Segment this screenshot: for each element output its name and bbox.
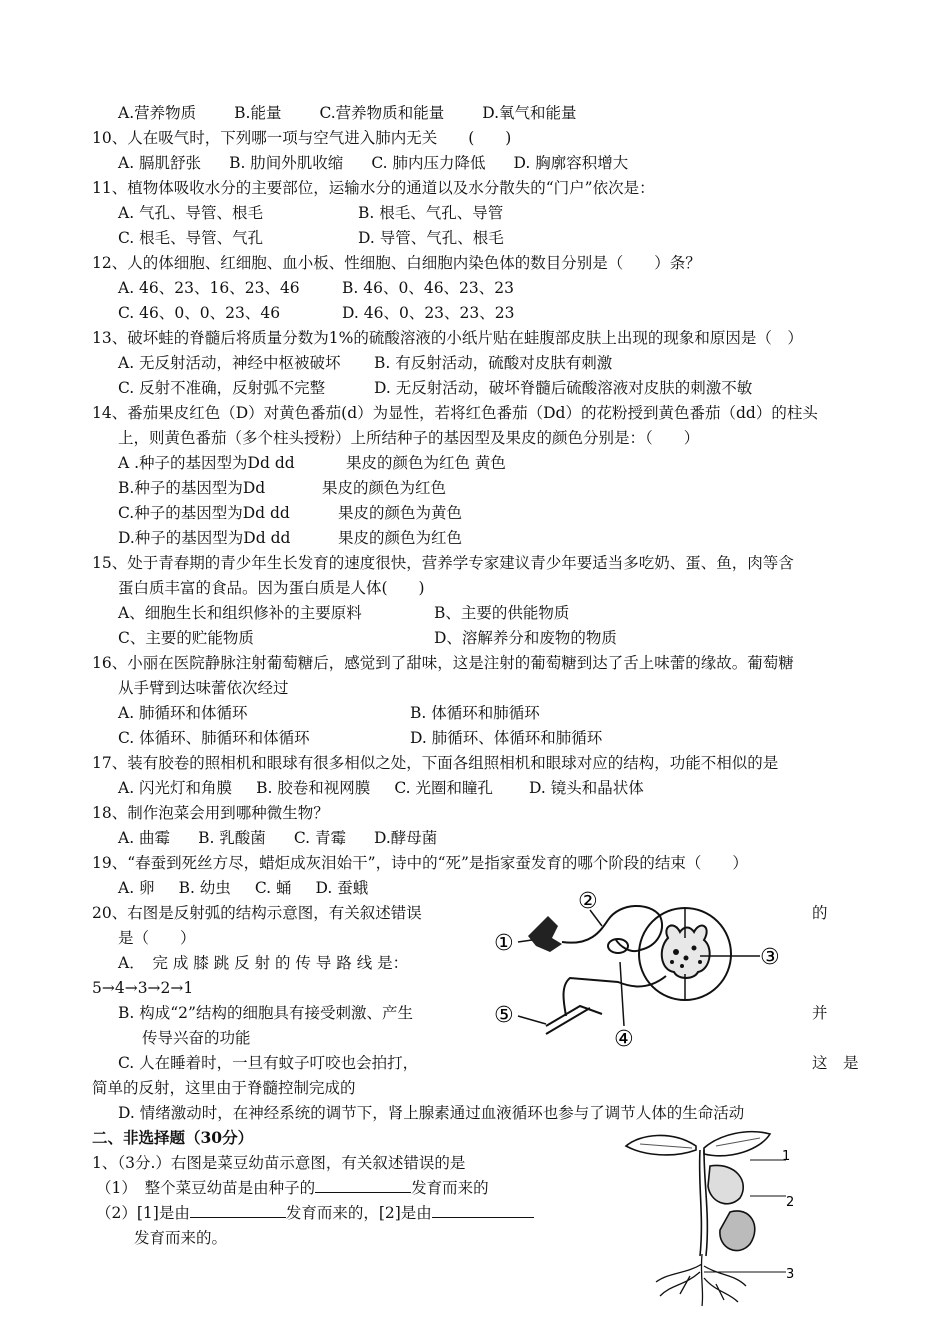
q15-stem-line1: 15、处于青春期的青少年生长发育的速度很快，营养学专家建议青少年要适当多吃奶、蛋、鱼，肉等含	[92, 554, 794, 572]
nq1-blank-2[interactable]	[190, 1203, 286, 1218]
effector-muscle	[546, 1006, 602, 1034]
q14-option-a-genotype: A .种子的基因型为Dd dd	[118, 454, 295, 472]
reflex-arc-diagram	[490, 886, 790, 1056]
q15-option-c: C、主要的贮能物质	[118, 629, 254, 647]
q15-option-d: D、溶解养分和废物的物质	[434, 629, 617, 647]
q18-stem: 18、制作泡菜会用到哪种微生物？	[92, 804, 329, 822]
q14-option-d-color: 果皮的颜色为红色	[338, 529, 463, 547]
q20-option-a-line2: 5→4→3→2→1	[92, 979, 194, 997]
q16-option-a: A. 肺循环和体循环	[118, 704, 248, 722]
q20-option-a-line1: A． 完 成 膝 跳 反 射 的 传 导 路 线 是：	[118, 954, 409, 972]
nq1-stem: 1、（3分.）右图是菜豆幼苗示意图，有关叙述错误的是	[92, 1154, 466, 1172]
q12-option-d: D. 46、0、23、23、23	[342, 304, 515, 322]
q13-option-d: D. 无反射活动，破坏脊髓后硫酸溶液对皮肤的刺激不敏	[374, 379, 753, 397]
reflex-label-1: ①	[494, 931, 514, 956]
reflex-label-2: ②	[578, 889, 598, 914]
q15-stem-line2: 蛋白质丰富的食品。因为蛋白质是人体( )	[118, 579, 425, 597]
q19-stem: 19、“春蚕到死丝方尽，蜡炬成灰泪始干”，诗中的“死”是指家蚕发育的哪个阶段的结束（ ）	[92, 854, 748, 872]
q14-option-b-color: 果皮的颜色为红色	[322, 479, 447, 497]
bean-seedling-diagram	[600, 1126, 810, 1308]
q12-option-b: B. 46、0、46、23、23	[342, 279, 514, 297]
q19-option-b: B. 幼虫	[178, 879, 231, 897]
q18-option-d: D.酵母菌	[373, 829, 438, 847]
seedling-stem	[700, 1150, 708, 1256]
q10-option-d: D. 胸廓容积增大	[513, 154, 629, 172]
q16-option-d: D. 肺循环、体循环和肺循环	[410, 729, 603, 747]
q11-stem: 11、植物体吸收水分的主要部位，运输水分的通道以及水分散失的“门户”依次是：	[92, 179, 655, 197]
q16-option-c: C. 体循环、肺循环和体循环	[118, 729, 310, 747]
q15-option-a: A、细胞生长和组织修补的主要原料	[118, 604, 362, 622]
q19-option-c: C. 蛹	[254, 879, 292, 897]
seedling-leaf-right	[704, 1132, 770, 1156]
q15-option-b: B、主要的供能物质	[434, 604, 570, 622]
q17-stem: 17、装有胶卷的照相机和眼球有很多相似之处，下面各组照相机和眼球对应的结构，功能不相似的是	[92, 754, 779, 772]
q18-option-a: A. 曲霉	[118, 829, 171, 847]
bean-label-3: 3	[786, 1267, 795, 1282]
receptor-skin	[528, 916, 562, 952]
seedling-roots	[656, 1254, 746, 1306]
q14-stem-line2: 上，则黄色番茄（多个柱头授粉）上所结种子的基因型及果皮的颜色分别是：（ ）	[118, 429, 700, 447]
nq1-part1-text: （1） 整个菜豆幼苗是由种子的	[96, 1179, 316, 1197]
q14-option-a-color: 果皮的颜色为红色 黄色	[346, 454, 506, 472]
bean-label-1: 1	[782, 1149, 791, 1164]
q18-option-c: C. 青霉	[293, 829, 346, 847]
nq1-part1-end: 发育而来的	[411, 1179, 489, 1197]
q9-option-a: A.营养物质	[118, 104, 197, 122]
q20-option-b-line1-end: 并	[812, 1004, 828, 1022]
q20-option-d: D. 情绪激动时，在神经系统的调节下，肾上腺素通过血液循环也参与了调节人体的生命活动	[118, 1104, 745, 1122]
q20-option-c-line1: C. 人在睡着时，一旦有蚊子叮咬也会拍打，	[118, 1054, 419, 1072]
q14-option-c-color: 果皮的颜色为黄色	[338, 504, 463, 522]
seed-coat	[720, 1211, 755, 1251]
q20-option-b-line2: 传导兴奋的功能	[142, 1029, 251, 1047]
q17-option-b: B. 胶卷和视网膜	[256, 779, 371, 797]
nq1-blank-1[interactable]	[315, 1178, 411, 1193]
q9-option-d: D.氧气和能量	[482, 104, 577, 122]
q11-option-b: B. 根毛、气孔、导管	[358, 204, 504, 222]
q20-stem-line1-end: 的	[812, 904, 828, 922]
q10-stem: 10、人在吸气时，下列哪一项与空气进入肺内无关 ( )	[92, 129, 512, 147]
q11-option-a: A. 气孔、导管、根毛	[118, 204, 264, 222]
q13-stem: 13、破坏蛙的脊髓后将质量分数为1%的硫酸溶液的小纸片贴在蛙腹部皮肤上出现的现象和原因是（ ）	[92, 329, 803, 347]
q10-option-a: A. 膈肌舒张	[118, 154, 202, 172]
motor-neuron	[564, 976, 667, 1016]
seedling-cotyledon	[708, 1165, 743, 1203]
q19-option-a: A. 卵	[118, 879, 155, 897]
q14-stem-line1: 14、番茄果皮红色（D）对黄色番茄(d）为显性，若将红色番茄（Dd）的花粉授到黄色番茄（dd）的柱头	[92, 404, 818, 422]
q13-option-b: B. 有反射活动，硫酸对皮肤有刺激	[374, 354, 613, 372]
q17-option-c: C. 光圈和瞳孔	[394, 779, 493, 797]
nq1-part2-mid: 发育而来的，[2]是由	[285, 1204, 432, 1222]
q20-stem-line2: 是（ ）	[118, 929, 196, 947]
reflex-label-3: ③	[760, 945, 780, 970]
q10-option-b: B. 肋间外肌收缩	[229, 154, 344, 172]
q11-option-c: C. 根毛、导管、气孔	[118, 229, 264, 247]
q17-option-d: D. 镜头和晶状体	[528, 779, 644, 797]
q20-stem-line1: 20、右图是反射弧的结构示意图，有关叙述错误	[92, 904, 422, 922]
q13-option-a: A. 无反射活动，神经中枢被破坏	[118, 354, 341, 372]
reflex-label-4: ④	[614, 1027, 634, 1052]
q12-option-a: A. 46、23、16、23、46	[118, 279, 300, 297]
q11-option-d: D. 导管、气孔、根毛	[358, 229, 504, 247]
q14-option-b-genotype: B.种子的基因型为Dd	[118, 479, 266, 497]
q19-option-d: D. 蚕蛾	[315, 879, 369, 897]
q9-option-b: B.能量	[234, 104, 282, 122]
nq1-blank-3[interactable]	[432, 1203, 534, 1218]
q18-option-b: B. 乳酸菌	[198, 829, 266, 847]
nq1-part3-text: 发育而来的。	[134, 1229, 228, 1247]
q14-option-c-genotype: C.种子的基因型为Dd dd	[118, 504, 290, 522]
q12-option-c: C. 46、0、0、23、46	[118, 304, 281, 322]
q9-option-c: C.营养物质和能量	[319, 104, 445, 122]
q13-option-c: C. 反射不准确，反射弧不完整	[118, 379, 326, 397]
bean-label-2: 2	[786, 1195, 795, 1210]
nq1-part2-text: （2）[1]是由	[96, 1204, 190, 1222]
q14-option-d-genotype: D.种子的基因型为Dd dd	[118, 529, 291, 547]
q10-option-c: C. 肺内压力降低	[371, 154, 486, 172]
q20-option-c-line1-end: 这 是	[812, 1054, 859, 1072]
q17-option-a: A. 闪光灯和角膜	[118, 779, 233, 797]
q16-stem-line2: 从手臂到达味蕾依次经过	[118, 679, 289, 697]
section-2-title: 二、非选择题（30分）	[92, 1128, 254, 1147]
q16-option-b: B. 体循环和肺循环	[410, 704, 540, 722]
q20-option-b-line1: B. 构成“2”结构的细胞具有接受刺激、产生	[118, 1004, 413, 1022]
reflex-label-5: ⑤	[494, 1003, 514, 1028]
q16-stem-line1: 16、小丽在医院静脉注射葡萄糖后，感觉到了甜味，这是注射的葡萄糖到达了舌上味蕾的缘故。葡萄糖	[92, 654, 794, 672]
q20-option-c-line2: 简单的反射，这里由于脊髓控制完成的	[92, 1079, 356, 1097]
q12-stem: 12、人的体细胞、红细胞、血小板、性细胞、白细胞内染色体的数目分别是（ ）条？	[92, 254, 701, 272]
